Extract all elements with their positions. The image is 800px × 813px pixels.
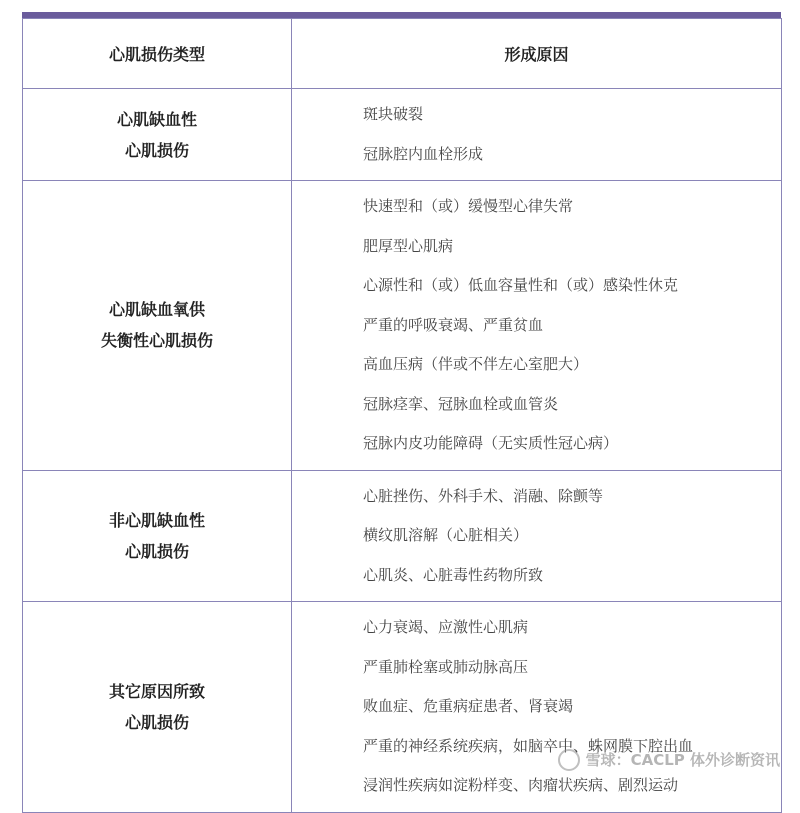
snowball-logo-icon	[558, 749, 580, 771]
injury-type-cell	[23, 470, 292, 602]
injury-type-line: 失衡性心肌损伤	[100, 331, 213, 351]
cause-item: 斑块破裂	[363, 105, 424, 123]
cause-item: 高血压病（伴或不伴左心室肥大）	[363, 355, 589, 373]
cause-item: 快速型和（或）缓慢型心律失常	[363, 197, 574, 215]
injury-type-line: 心肌缺血氧供	[108, 300, 205, 320]
cause-item: 横纹肌溶解（心脏相关）	[363, 526, 529, 544]
cause-item: 冠脉痉挛、冠脉血栓或血管炎	[363, 394, 559, 413]
table-row	[23, 181, 782, 471]
injury-type-line: 非心肌缺血性	[108, 510, 205, 530]
watermark	[558, 749, 780, 772]
causes-cell	[292, 181, 782, 471]
injury-type-line: 心肌缺血性	[116, 109, 197, 129]
myocardial-injury-table	[22, 18, 782, 813]
injury-type-line: 心肌损伤	[124, 712, 189, 732]
causes-cell	[292, 89, 782, 181]
cause-item: 肥厚型心肌病	[363, 236, 454, 255]
cause-item: 严重的神经系统疾病，如脑卒中、蛛网膜下腔出血	[363, 736, 694, 755]
cause-item: 严重肺栓塞或肺动脉高压	[363, 657, 529, 676]
cause-item: 冠脉内皮功能障碍（无实质性冠心病）	[363, 434, 619, 452]
cause-item: 心力衰竭、应激性心肌病	[363, 618, 529, 636]
watermark-text: 雪球：CACLP 体外诊断资讯	[585, 750, 780, 769]
injury-type-line: 心肌损伤	[124, 140, 189, 160]
cause-item: 心肌炎、心脏毒性药物所致	[363, 565, 544, 584]
header-causes: 形成原因	[292, 19, 782, 89]
cause-item: 心脏挫伤、外科手术、消融、除颤等	[363, 486, 604, 505]
table-row	[23, 89, 782, 181]
injury-type-cell	[23, 89, 292, 181]
cause-item: 败血症、危重病症患者、肾衰竭	[363, 697, 574, 715]
table-row	[23, 470, 782, 602]
cause-item: 严重的呼吸衰竭、严重贫血	[363, 315, 544, 334]
causes-cell	[292, 470, 782, 602]
cause-item: 冠脉腔内血栓形成	[363, 144, 484, 163]
injury-type-line: 其它原因所致	[108, 681, 205, 701]
cause-item: 浸润性疾病如淀粉样变、肉瘤状疾病、剧烈运动	[363, 776, 679, 794]
injury-type-cell	[23, 602, 292, 813]
header-injury-type: 心肌损伤类型	[23, 19, 292, 89]
injury-type-line: 心肌损伤	[124, 541, 189, 561]
table-header-row	[23, 19, 782, 89]
causes-cell	[292, 602, 782, 813]
table-row	[23, 602, 782, 813]
injury-type-cell	[23, 181, 292, 471]
cause-item: 心源性和（或）低血容量性和（或）感染性休克	[363, 276, 679, 294]
